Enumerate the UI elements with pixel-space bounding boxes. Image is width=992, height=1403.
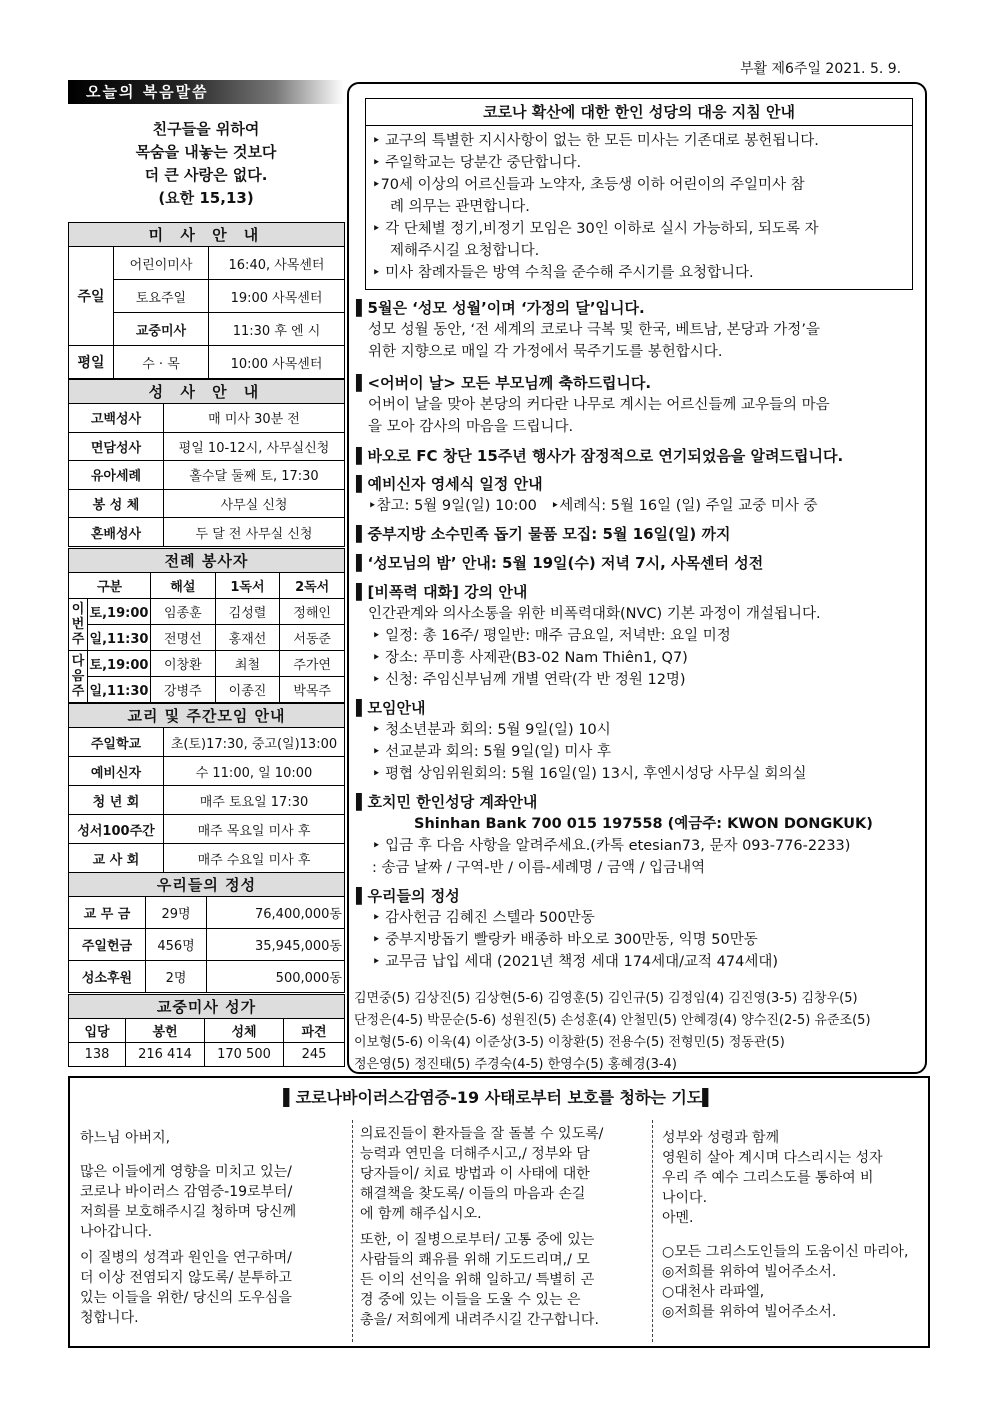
column-divider [652,1120,653,1342]
liturgy-table [68,548,345,703]
offering-amount: 35,945,000동 [207,929,345,961]
choir-value: 170 500 [205,1043,284,1067]
mass-time: 16:40, 사목센터 [209,247,345,280]
catechism-name: 성서100주간 [69,815,164,844]
catechism-value: 매주 수요일 미사 후 [164,844,345,873]
prayer-line: 더 이상 전염되지 않도록/ 분투하고 [80,1270,292,1286]
offering-count: 2명 [146,961,207,993]
week-this-label: 이번주 [69,599,88,651]
prayer-line: 아멘. [662,1210,694,1226]
bulletin-date: 부활 제6주일 2021. 5. 9. [740,61,902,77]
notice-text: ‣ 신청: 주임신부님께 개별 연락(각 반 정원 12명) [372,672,686,688]
sacrament-name: 유아세례 [69,461,164,490]
notice-title: ▌‘성모님의 밤’ 안내: 5월 19일(수) 저녁 7시, 사목센터 성전 [356,554,764,572]
sacrament-name: 봉 성 체 [69,489,164,518]
liturgy-cell: 전명선 [151,625,216,651]
offering-count: 456명 [146,929,207,961]
choir-table [68,994,345,1067]
catechism-title: 교리 및 주간모임 안내 [69,704,345,728]
sacrament-name: 혼배성사 [69,518,164,547]
sacrament-value: 사무실 신청 [164,489,345,518]
catechism-value: 매주 목요일 미사 후 [164,815,345,844]
liturgy-cell: 강병주 [151,677,216,703]
list-item: ‣ 교구의 특별한 지시사항이 없는 한 모든 미사는 기존대로 봉헌됩니다. [372,133,819,149]
weekday-label: 평일 [69,346,114,379]
notice-text: : 송금 날짜 / 구역-반 / 이름-세례명 / 금액 / 입금내역 [372,860,706,876]
catechism-name: 청 년 회 [69,786,164,815]
notice-text: 성모 성월 동안, ‘전 세계의 코로나 극복 및 한국, 베트남, 본당과 가정’을 [368,322,820,338]
liturgy-cell: 홍재선 [215,625,280,651]
notice-text: ‣ 중부지방돕기 빨랑카 배종하 바오로 300만동, 익명 50만동 [372,932,758,948]
choir-header: 봉헌 [126,1019,205,1043]
prayer-line: ◎저희를 위하여 빌어주소서. [662,1264,837,1280]
liturgy-time: 일,11:30 [88,677,151,703]
mass-time: 11:30 후 엔 시 [209,313,345,346]
mass-title: 미 사 안 내 [69,223,345,247]
liturgy-header: 2독서 [280,573,345,599]
liturgy-header: 1독서 [215,573,280,599]
notice-text: 을 모아 감사의 마음을 드립니다. [368,419,574,435]
offering-count: 29명 [146,897,207,929]
donor-names-line: 정은영(5) 정진태(5) 주경숙(4-5) 한영수(5) 홍혜경(3-4) [354,1057,677,1072]
choir-title: 교중미사 성가 [69,995,345,1019]
mass-table [68,222,345,379]
notice-title: ▌5월은 ‘성모 성월’이며 ‘가정의 달’입니다. [356,299,645,317]
gospel-label: 오늘의 복음말씀 [68,80,344,104]
gospel-reference: (요한 15,13) [158,189,254,207]
prayer-line: 성부와 성령과 함께 [662,1130,780,1146]
offering-name: 교 무 금 [69,897,146,929]
gospel-verse [68,118,344,210]
choir-header: 입당 [69,1019,126,1043]
liturgy-time: 토,19:00 [88,651,151,677]
mass-time: 19:00 사목센터 [209,280,345,313]
prayer-line: 당자들이/ 치료 방법과 이 사태에 대한 [360,1166,590,1182]
mass-time: 10:00 사목센터 [209,346,345,379]
prayer-line: 또한, 이 질병으로부터/ 고통 중에 있는 [360,1232,595,1248]
prayer-line: 총을/ 저희에게 내려주시길 간구합니다. [360,1312,599,1328]
prayer-line: 해결책을 찾도록/ 이들의 마음과 손길 [360,1186,586,1202]
sacrament-name: 면담성사 [69,432,164,461]
liturgy-header: 구분 [69,573,151,599]
notice-text: ‣ 일정: 총 16주/ 평일반: 매주 금요일, 저녁반: 요일 미정 [372,628,731,644]
offering-table [68,872,345,993]
liturgy-time: 일,11:30 [88,625,151,651]
notice-title: ▌예비신자 영세식 일정 안내 [356,475,543,493]
mass-name: 어린이미사 [114,247,209,280]
sacrament-title: 성 사 안 내 [69,380,345,404]
catechism-table [68,703,345,873]
notice-text: ‣ 청소년분과 회의: 5월 9일(일) 10시 [372,722,611,738]
prayer-line: 우리 주 예수 그리스도를 통하여 비 [662,1170,874,1186]
donor-names-line: 이보형(5-6) 이욱(4) 이준상(3-5) 이창환(5) 전용수(5) 전형민(5) 정동관(5) [354,1035,785,1050]
sacrament-value: 두 달 전 사무실 신청 [164,518,345,547]
catechism-name: 교 사 회 [69,844,164,873]
catechism-value: 매주 토요일 17:30 [164,786,345,815]
mass-name: 토요주일 [114,280,209,313]
donor-names [354,988,924,1076]
prayer-line: ○대천사 라파엘, [662,1284,765,1300]
column-divider [352,1120,353,1342]
corona-guideline-title: 코로나 확산에 대한 한인 성당의 대응 지침 안내 [365,98,913,126]
choir-header: 파견 [284,1019,345,1043]
prayer-line: ◎저희를 위하여 빌어주소서. [662,1304,837,1320]
prayer-line: ○모든 그리스도인들의 도움이신 마리아, [662,1244,909,1260]
prayer-line [80,1148,348,1162]
prayer-column-3 [662,1128,924,1322]
mass-name: 교중미사 [114,313,209,346]
prayer-line [662,1228,924,1242]
liturgy-cell: 김성렬 [215,599,280,625]
sacrament-value: 매 미사 30분 전 [164,404,345,433]
prayer-line: 경 중에 있는 이들을 도울 수 있는 은 [360,1292,581,1308]
catechism-value: 초(토)17:30, 중고(일)13:00 [164,728,345,757]
week-next-label: 다음주 [69,651,88,703]
list-item: 례 의무는 관면합니다. [390,199,530,215]
offering-name: 성소후원 [69,961,146,993]
prayer-column-2 [360,1124,650,1330]
gospel-line: 더 큰 사랑은 없다. [144,166,268,184]
liturgy-cell: 서동준 [280,625,345,651]
bank-account: Shinhan Bank 700 015 197558 (예금주: KWON DONGKUK) [414,816,873,832]
sacrament-value: 평일 10-12시, 사무실신청 [164,432,345,461]
corona-guideline-list [372,130,912,284]
notice-list [356,297,924,973]
liturgy-header: 해설 [151,573,216,599]
list-item: ‣ 주일학교는 당분간 중단합니다. [372,155,582,171]
gospel-line: 친구들을 위하여 [152,120,260,138]
liturgy-cell: 이종진 [215,677,280,703]
notice-text: ‣ 입금 후 다음 사항을 알려주세요.(카톡 etesian73, 문자 093-776-2233) [372,838,851,854]
notice-title: ▌호치민 한인성당 계좌안내 [356,793,538,811]
liturgy-cell: 정해인 [280,599,345,625]
notice-title: ▌바오로 FC 창단 15주년 행사가 잠정적으로 연기되었음을 알려드립니다. [356,447,844,465]
prayer-line: 나이다. [662,1190,708,1206]
prayer-line: 이 질병의 성격과 원인을 연구하며/ [80,1250,292,1266]
notice-text: ‣ 평협 상임위원회의: 5월 16일(일) 13시, 후엔시성당 사무실 회의실 [372,766,807,782]
liturgy-title: 전례 봉사자 [69,549,345,573]
prayer-line: 청합니다. [80,1310,139,1326]
gospel-line: 목숨을 내놓는 것보다 [135,143,277,161]
prayer-line: 에 함께 해주십시오. [360,1206,482,1222]
liturgy-cell: 박목주 [280,677,345,703]
notice-title: ▌[비폭력 대화] 강의 안내 [356,583,528,601]
catechism-value: 수 11:00, 일 10:00 [164,757,345,786]
choir-value: 216 414 [126,1043,205,1067]
choir-header: 성체 [205,1019,284,1043]
offering-name: 주일헌금 [69,929,146,961]
sacrament-name: 고백성사 [69,404,164,433]
choir-value: 245 [284,1043,345,1067]
notice-title: ▌<어버이 날> 모든 부모님께 축하드립니다. [356,374,652,392]
liturgy-cell: 최철 [215,651,280,677]
prayer-line: 든 이의 선익을 위해 일하고/ 특별히 곤 [360,1272,595,1288]
liturgy-cell: 주가연 [280,651,345,677]
notice-title: ▌우리들의 정성 [356,887,460,905]
mass-name: 수 · 목 [114,346,209,379]
donor-names-line: 김면중(5) 김상진(5) 김상현(5-6) 김영훈(5) 김인규(5) 김정임(4) 김진영(3-5) 김창우(5) [354,991,858,1006]
catechism-name: 주일학교 [69,728,164,757]
liturgy-time: 토,19:00 [88,599,151,625]
prayer-line: 나아갑니다. [80,1224,153,1240]
sunday-label: 주일 [69,247,114,346]
prayer-title: ▌코로나바이러스감염증-19 사태로부터 보호를 청하는 기도▌ [283,1088,715,1107]
offering-amount: 76,400,000동 [207,897,345,929]
catechism-name: 예비신자 [69,757,164,786]
list-item: ‣ 미사 참례자들은 방역 수칙을 준수해 주시기를 요청합니다. [372,265,754,281]
liturgy-cell: 이창환 [151,651,216,677]
list-item: ‣70세 이상의 어르신들과 노약자, 초등생 이하 어린이의 주일미사 참 [372,177,805,193]
notice-text: 위한 지향으로 매일 각 가정에서 묵주기도를 봉헌합시다. [368,344,723,360]
notice-text: ‣ 교무금 납입 세대 (2021년 책정 세대 174세대/교적 474세대) [372,954,779,970]
offering-title: 우리들의 정성 [69,873,345,897]
prayer-line: 능력과 연민을 더해주시고,/ 정부와 담 [360,1146,590,1162]
list-item: 제해주시길 요청합니다. [390,243,540,259]
sacrament-value: 홀수달 둘째 토, 17:30 [164,461,345,490]
sacrament-table [68,379,345,547]
prayer-column-1 [80,1128,348,1328]
notice-title: ▌모임안내 [356,699,426,717]
prayer-line: 사람들의 쾌유를 위해 기도드리며,/ 모 [360,1252,590,1268]
offering-amount: 500,000동 [207,961,345,993]
prayer-line: 많은 이들에게 영향을 미치고 있는/ [80,1164,292,1180]
notice-text: 인간관계와 의사소통을 위한 비폭력대화(NVC) 기본 과정이 개설됩니다. [368,606,821,622]
prayer-line: 코로나 바이러스 감염증-19로부터/ [80,1184,293,1200]
notice-text: ‣ 장소: 푸미흥 사제관(B3-02 Nam Thiên1, Q7) [372,650,688,666]
notice-text: ‣ 감사헌금 김혜진 스텔라 500만동 [372,910,595,926]
prayer-line: 하느님 아버지, [80,1130,171,1146]
choir-value: 138 [69,1043,126,1067]
notice-text: ‣참고: 5월 9일(일) 10:00 ‣세례식: 5월 16일 (일) 주일 교중 미사 중 [368,498,818,514]
notice-title: ▌중부지방 소수민족 돕기 물품 모집: 5월 16일(일) 까지 [356,525,731,543]
liturgy-cell: 임종훈 [151,599,216,625]
prayer-line: 의료진들이 환자들을 잘 돌볼 수 있도록/ [360,1126,604,1142]
prayer-line: 저희를 보호해주시길 청하며 당신께 [80,1204,297,1220]
list-item: ‣ 각 단체별 정기,비정기 모임은 30인 이하로 실시 가능하되, 되도록 자 [372,221,819,237]
notice-text: ‣ 선교분과 회의: 5월 9일(일) 미사 후 [372,744,611,760]
prayer-line: 있는 이들을 위한/ 당신의 도우심을 [80,1290,292,1306]
donor-names-line: 단정은(4-5) 박문순(5-6) 성원진(5) 손성훈(4) 안철민(5) 안혜경(4) 양수진(2-5) 유준조(5) [354,1013,871,1028]
prayer-line: 영원히 살아 계시며 다스리시는 성자 [662,1150,883,1166]
notice-text: 어버이 날을 맞아 본당의 커다란 나무로 계시는 어르신들께 교우들의 마음 [368,397,830,413]
